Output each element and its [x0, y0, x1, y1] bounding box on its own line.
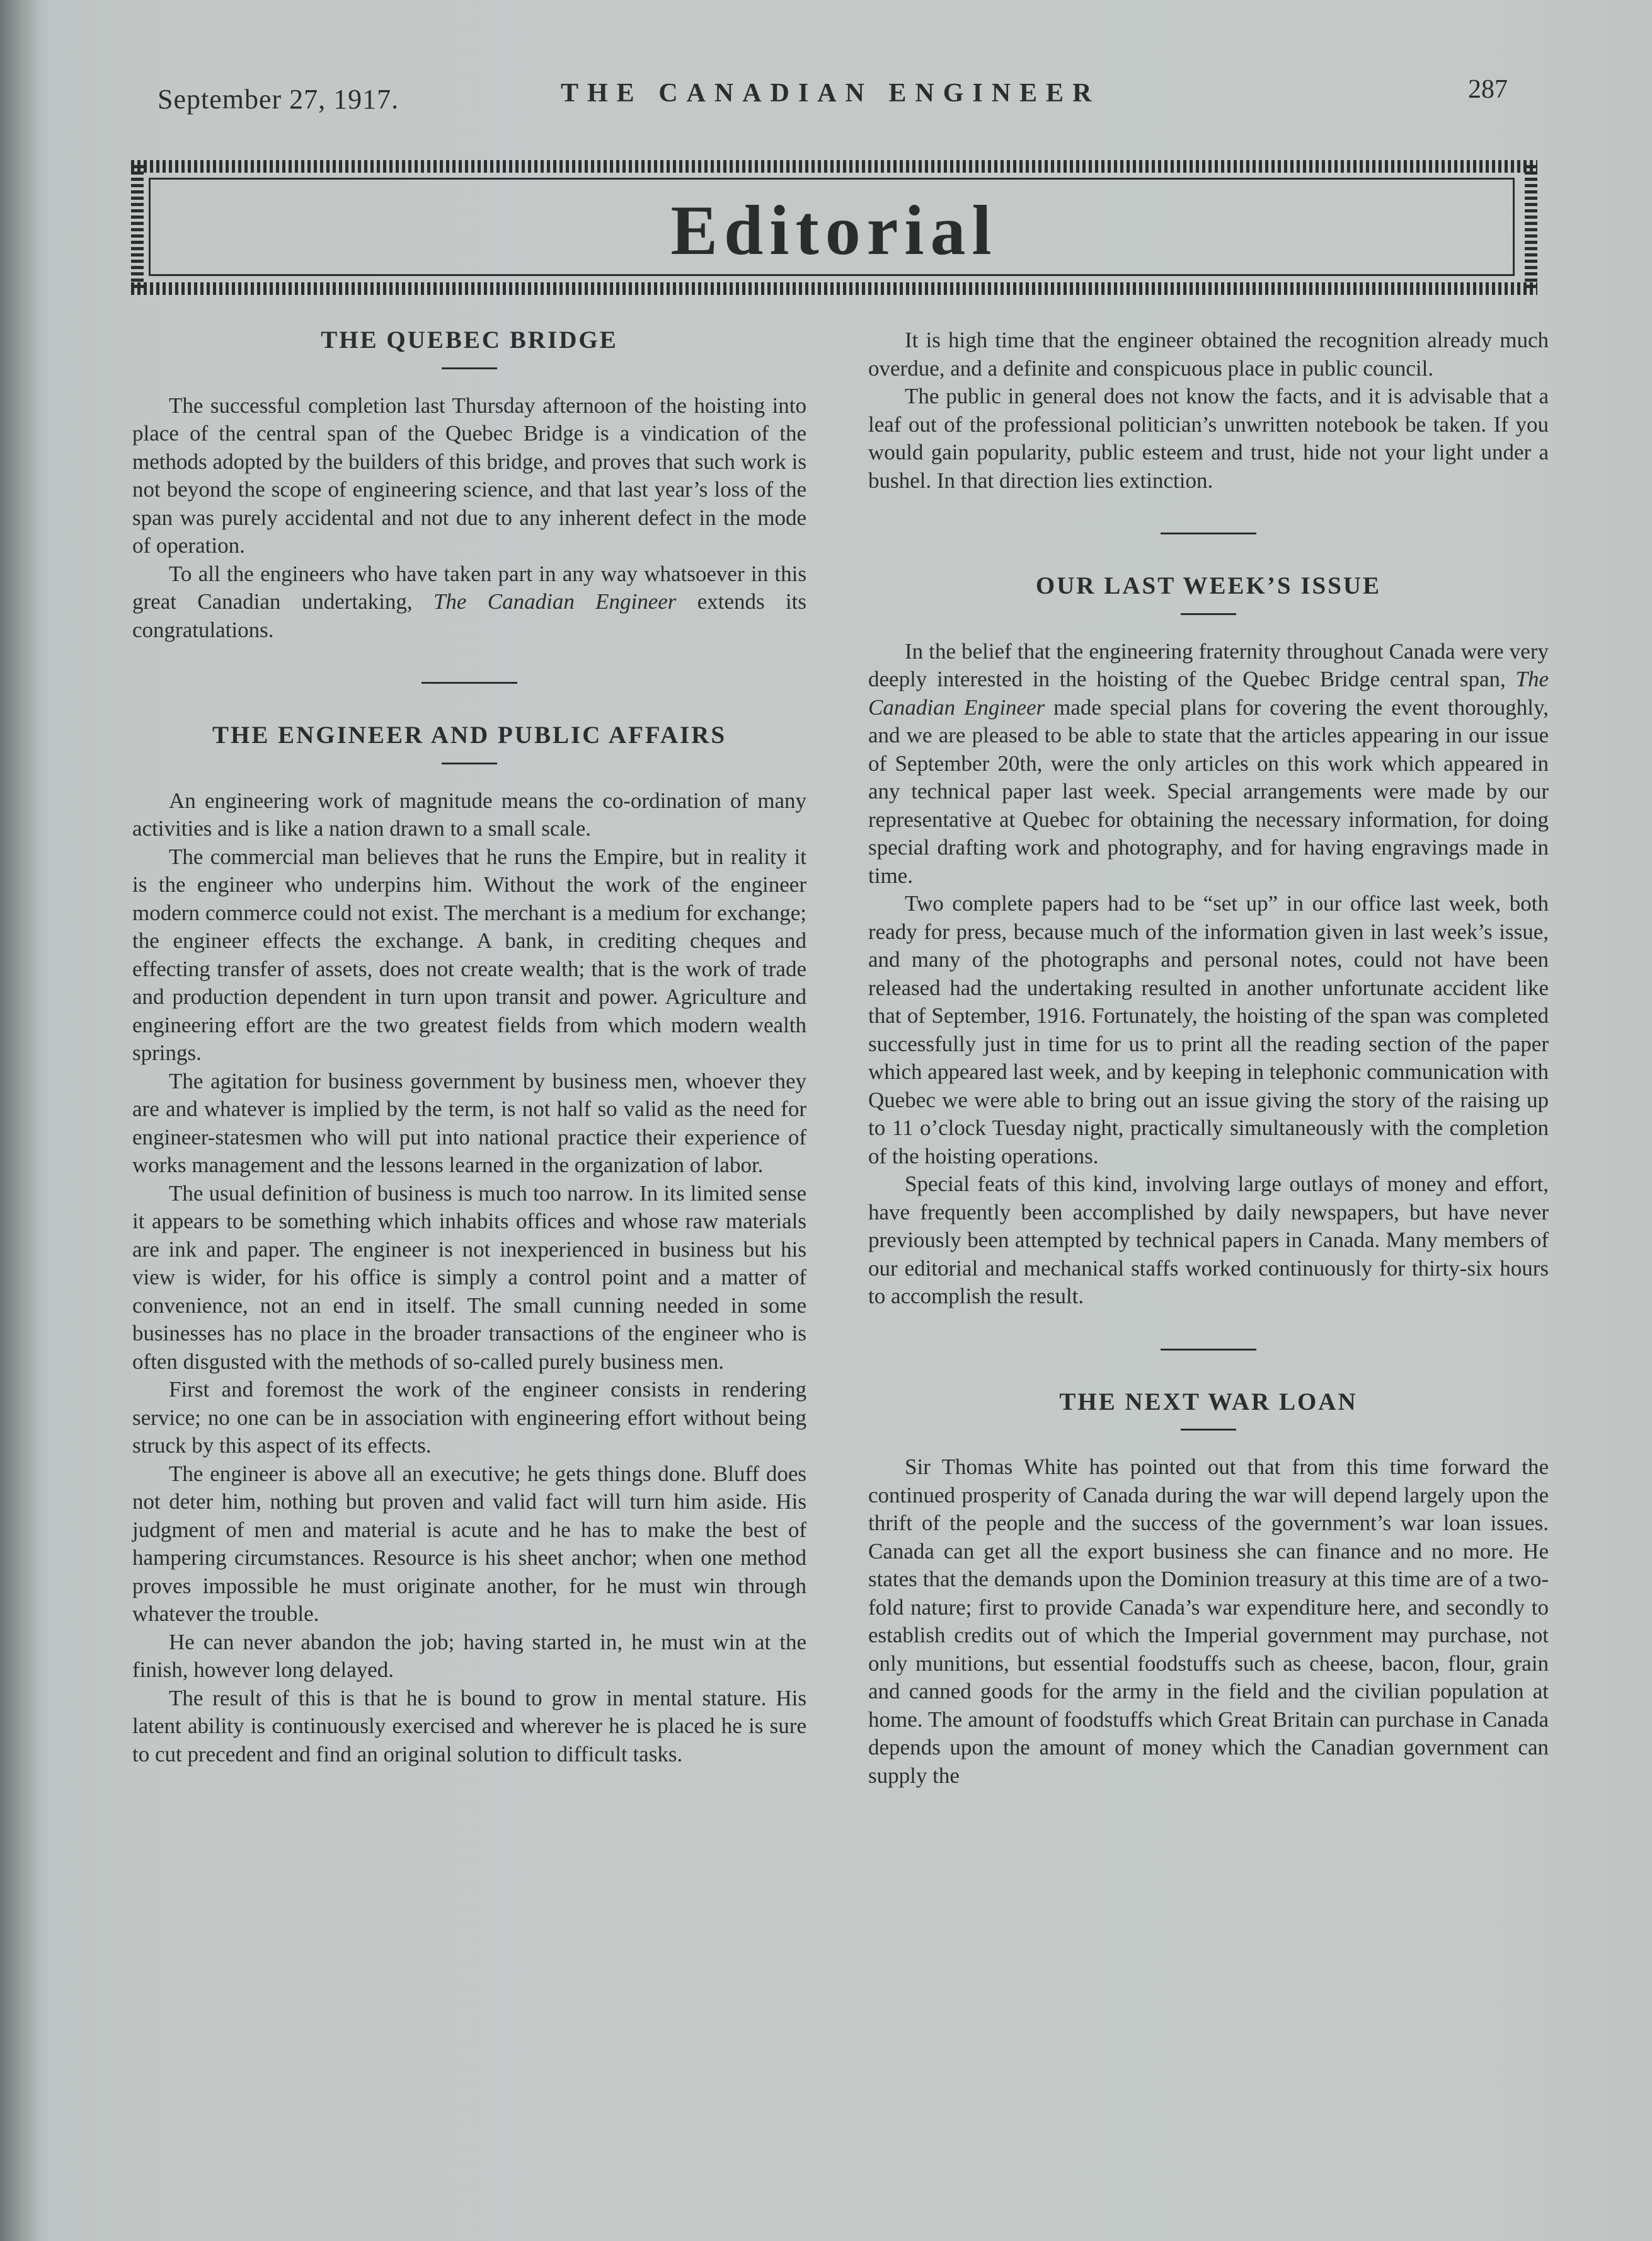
- paragraph: [132, 560, 806, 645]
- article-heading-quebec-bridge: THE QUEBEC BRIDGE: [321, 326, 618, 354]
- right-column: [868, 326, 1549, 1790]
- article-heading-last-weeks-issue: OUR LAST WEEK’S ISSUE: [1035, 572, 1382, 599]
- paragraph-text: extends its congratulations.: [132, 589, 807, 642]
- paragraph: Special feats of this kind, involving large outlays of money and effort, have frequently been accomplished by daily newspapers, but have never previously been attempted by technical papers in Canada. Many members of our editorial and mechanical staffs worked continuously for thirty-six hours to accomplish the result.: [868, 1172, 1549, 1308]
- banner-border-top: [131, 160, 1537, 173]
- left-column: [132, 326, 806, 1768]
- journal-name-italic: The Canadian Engineer: [868, 667, 1549, 720]
- paragraph-text: To all the engineers who have taken part in any way whatsoever in this great Canadian undertaking,: [132, 561, 806, 614]
- book-spine-shadow: [0, 0, 38, 2241]
- article-heading-engineer-public-affairs: THE ENGINEER AND PUBLIC AFFAIRS: [212, 722, 727, 749]
- heading-rule: [1181, 613, 1236, 615]
- article-separator: [422, 682, 517, 684]
- article-heading-next-war-loan: THE NEXT WAR LOAN: [1059, 1388, 1358, 1415]
- paragraph: The public in general does not know the facts, and it is advisable that a leaf out of the professional politician’s unwritten notebook be taken. If you would gain popularity, public esteem and trust, hide not your light under a bushel. In that direction lies extinction.: [868, 384, 1549, 493]
- paragraph: It is high time that the engineer obtained the recognition already much overdue, and a definite and conspicuous place in public council.: [868, 328, 1549, 381]
- article-separator: [1161, 533, 1256, 534]
- paragraph: The result of this is that he is bound to grow in mental stature. His latent ability is continuously exercised and wherever he is placed he is sure to cut precedent and find an original solution to difficult tasks.: [132, 1685, 806, 1766]
- paragraph: He can never abandon the job; having started in, he must win at the finish, however long delayed.: [132, 1629, 806, 1682]
- section-title: Editorial: [670, 192, 998, 270]
- paragraph-text: In the belief that the engineering fraternity throughout Canada were very deeply interested in the hoisting of the Quebec Bridge central span,: [868, 638, 1549, 691]
- paragraph: The commercial man believes that he runs the Empire, but in reality it is the engineer who underpins him. Without the work of the engineer modern commerce could not exist. The merchant is a medium for exchange; the engineer effects the exchange. A bank, in crediting cheques and effecting transfer of assets, does not create wealth; that is the work of trade and production dependent in turn upon transit and power. Agriculture and engineering effort are the two greatest fields from which modern wealth springs.: [132, 844, 806, 1065]
- paragraph: An engineering work of magnitude means the co-ordination of many activities and is like a nation drawn to a small scale.: [132, 788, 806, 841]
- paragraph-text: made special plans for covering the event thoroughly, and we are pleased to be able to state that the articles appearing in our issue of September 20th, were the only articles on this work which appeared in any technical paper last week. Special arrangements were made by our representative at Quebec for obtaining the necessary information, for doing special drafting work and photography, and for having engravings made in time.: [868, 694, 1549, 888]
- paragraph: The agitation for business government by business men, whoever they are and whatever is implied by the term, is not half so valid as the need for engineer-statesmen who will put into national practice their experience of works management and the lessons learned in the organization of labor.: [132, 1068, 806, 1177]
- heading-rule: [442, 367, 497, 369]
- paragraph: First and foremost the work of the engineer consists in rendering service; no one can be in association with engineering effort without being struck by this aspect of its effects.: [132, 1377, 806, 1458]
- paragraph: Two complete papers had to be “set up” in our office last week, both ready for press, because much of the information given in last week’s issue, and many of the photographs and personal notes, could not have been released had the undertaking resulted in another unfortunate accident like that of September, 1916. Fortunately, the hoisting of the span was completed successfully just in time for us to print all the reading section of the paper which appeared last week, and by keeping in telephonic communication with Quebec we were able to bring out an issue giving the story of the raising up to 11 o’clock Tuesday night, practically simultaneously with the completion of the hoisting operations.: [868, 891, 1549, 1168]
- heading-rule: [1181, 1429, 1236, 1431]
- paragraph: The usual definition of business is much too narrow. In its limited sense it appears to be something which inhabits offices and whose raw materials are ink and paper. The engineer is not inexperienced in business but his view is wider, for his office is simply a control point and a matter of convenience, not an end in itself. The small cunning needed in some businesses has no place in the broader transactions of the engineer who is often disgusted with the methods of so-called purely business men.: [132, 1180, 806, 1374]
- article-separator: [1161, 1349, 1256, 1351]
- header-date: September 27, 1917.: [158, 84, 399, 115]
- journal-name-italic: The Canadian Engineer: [433, 589, 677, 614]
- page-number: 287: [1468, 75, 1508, 104]
- paragraph: Sir Thomas White has pointed out that from this time forward the continued prosperity of Canada during the war will depend largely upon the thrift of the people and the success of the government’s war loan issues. Canada can get all the export business she can finance and no more. He states that the demands upon the Dominion treasury at this time are of a two-fold nature; first to provide Canada’s war expenditure here, and secondly to establish credits out of which the Imperial government may purchase, not only munitions, but essential foodstuffs such as cheese, bacon, flour, grain and canned goods for the army in the field and the civilian population at home. The amount of foodstuffs which Great Britain can purchase in Canada depends upon the amount of money which the Canadian government can supply the: [868, 1455, 1549, 1788]
- banner-border-bottom: [131, 282, 1537, 295]
- paragraph: The engineer is above all an executive; he gets things done. Bluff does not deter him, nothing but proven and valid fact will turn him aside. His judgment of men and material is acute and he has to make the best of hampering circumstances. Resource is his sheet anchor; when one method proves impossible he must originate another, for he must win through whatever the trouble.: [132, 1461, 806, 1626]
- paragraph: The successful completion last Thursday afternoon of the hoisting into place of the central span of the Quebec Bridge is a vindication of the methods adopted by the builders of this bridge, and proves that such work is not beyond the scope of engineering science, and that last year’s loss of the span was purely accidental and not due to any inherent defect in the mode of operation.: [132, 393, 806, 558]
- editorial-banner: [131, 150, 1537, 296]
- heading-rule: [442, 763, 497, 764]
- journal-title: THE CANADIAN ENGINEER: [561, 79, 1101, 108]
- paragraph: [868, 638, 1549, 890]
